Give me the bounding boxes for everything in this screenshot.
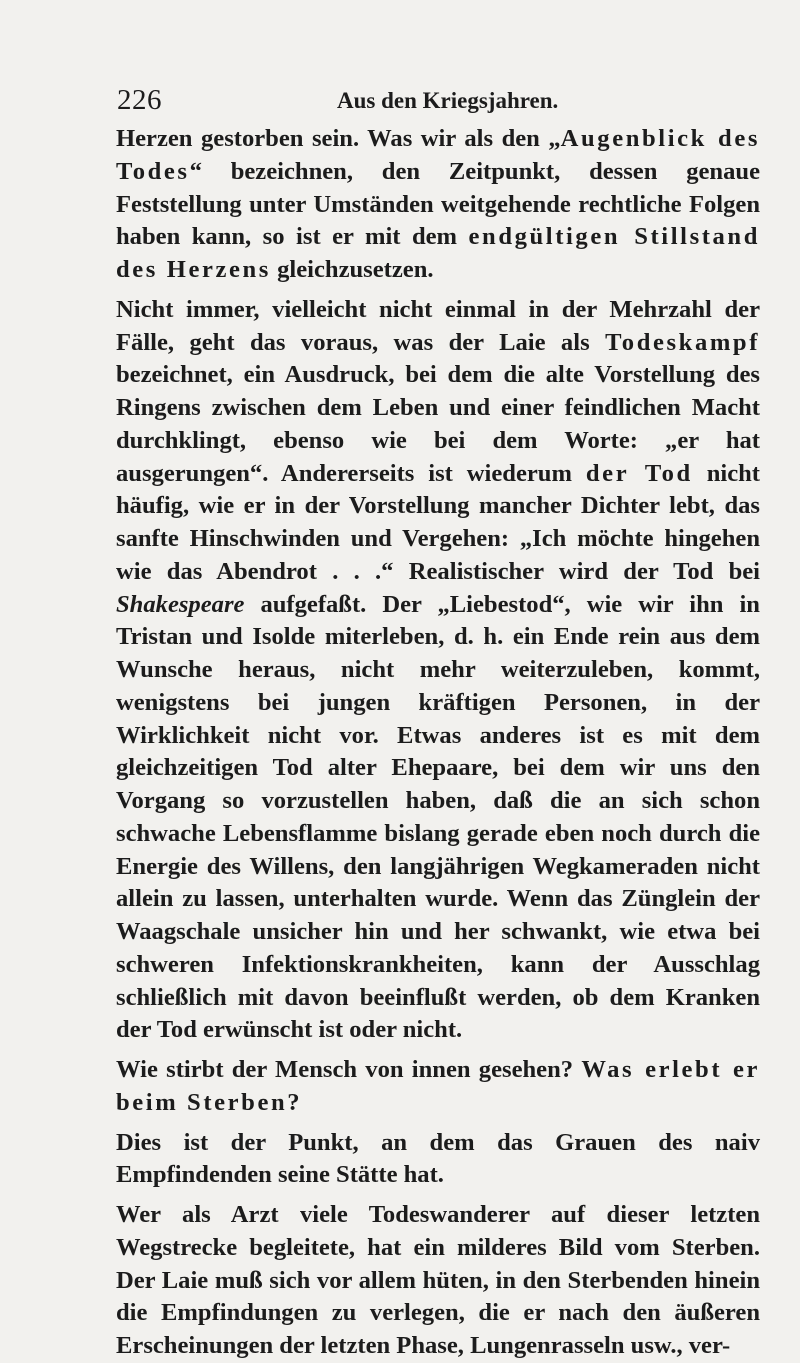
text-run: aufgefaßt. Der „Liebestod“, wie wir ihn in Tristan und Isolde miterleben, d. h. ein Ende rein aus dem Wunsche heraus, nicht mehr weiterzuleben, kommt, wenigstens bei jungen kräftigen Personen, in der Wirklichkeit nicht vor. Etwas anderes ist es mit dem gleichzeitigen Tod alter Ehepaare, bei dem wir uns den Vorgang so vorzustellen haben, daß die an sich schon schwache Lebensflamme bislang gerade eben noch durch die Energie des Willens, den langjährigen Wegkameraden nicht allein zu lassen, unterhalten wurde. Wenn das Zünglein der Waagschale unsicher hin und her schwankt, wie etwa bei schweren Infektionskrankheiten, kann der Ausschlag schließlich mit davon beeinflußt werden, ob dem Kranken der Tod erwünscht ist oder nicht. <box>116 590 760 1044</box>
text-run: bezeichnet, ein Ausdruck, bei dem die alte Vorstellung des Ringens zwischen dem Leben und einer feindlichen Macht durchklingt, ebenso wie bei dem Worte: „er hat ausgerungen“. Andererseits ist wiederum <box>116 361 760 487</box>
spaced-emphasis: Was erlebt er beim Sterben? <box>116 1056 760 1116</box>
paragraph <box>116 123 760 287</box>
page-number: 226 <box>117 84 162 116</box>
page-header <box>117 82 757 122</box>
text-run: gleichzusetzen. <box>270 256 434 283</box>
paragraph <box>116 1127 760 1193</box>
text-run: “ bezeichnen, den Zeitpunkt, dessen genaue Feststellung unter Umständen weitgehende rechtliche Folgen haben kann, so ist er mit dem <box>116 157 760 251</box>
text-run: Wie stirbt der Mensch von innen gesehen? <box>116 1056 582 1083</box>
text-run: nicht häufig, wie er in der Vorstellung mancher Dichter lebt, das sanfte Hinschwinden und Vergehen: „Ich möchte hingehen wie das Abendrot . . .“ Realistischer wird der Tod bei <box>116 459 761 585</box>
text-run: Wer als Arzt viele Todeswanderer auf dieser letzten Wegstrecke begleitete, hat ein milderes Bild vom Sterben. Der Laie muß sich vor allem hüten, in den Sterbenden hinein die Empfindungen zu verlegen, die er nach den äußeren Erscheinungen der letzten Phase, Lungenrasseln usw., ver- <box>116 1201 760 1359</box>
spaced-emphasis: endgültigen Stillstand des Herzens <box>116 223 760 283</box>
text-run: Dies ist der Punkt, an dem das Grauen des naiv Empfindenden seine Stätte hat. <box>116 1128 760 1189</box>
paragraph <box>116 294 760 1047</box>
italic-emphasis: Shakespeare <box>116 590 245 618</box>
paragraph <box>116 1054 760 1120</box>
text-run: Nicht immer, vielleicht nicht einmal in der Mehrzahl der Fälle, geht das voraus, was der Laie als <box>116 295 760 356</box>
text-run: Herzen gestorben sein. Was wir als den „ <box>116 125 561 152</box>
body-text <box>116 123 760 1363</box>
spaced-emphasis: Augenblick des Todes <box>116 125 760 185</box>
spaced-emphasis: Todeskampf <box>605 328 760 356</box>
spaced-emphasis: der Tod <box>585 459 693 487</box>
running-head: Aus den Kriegsjahren. <box>337 88 559 113</box>
paragraph <box>116 1199 760 1363</box>
